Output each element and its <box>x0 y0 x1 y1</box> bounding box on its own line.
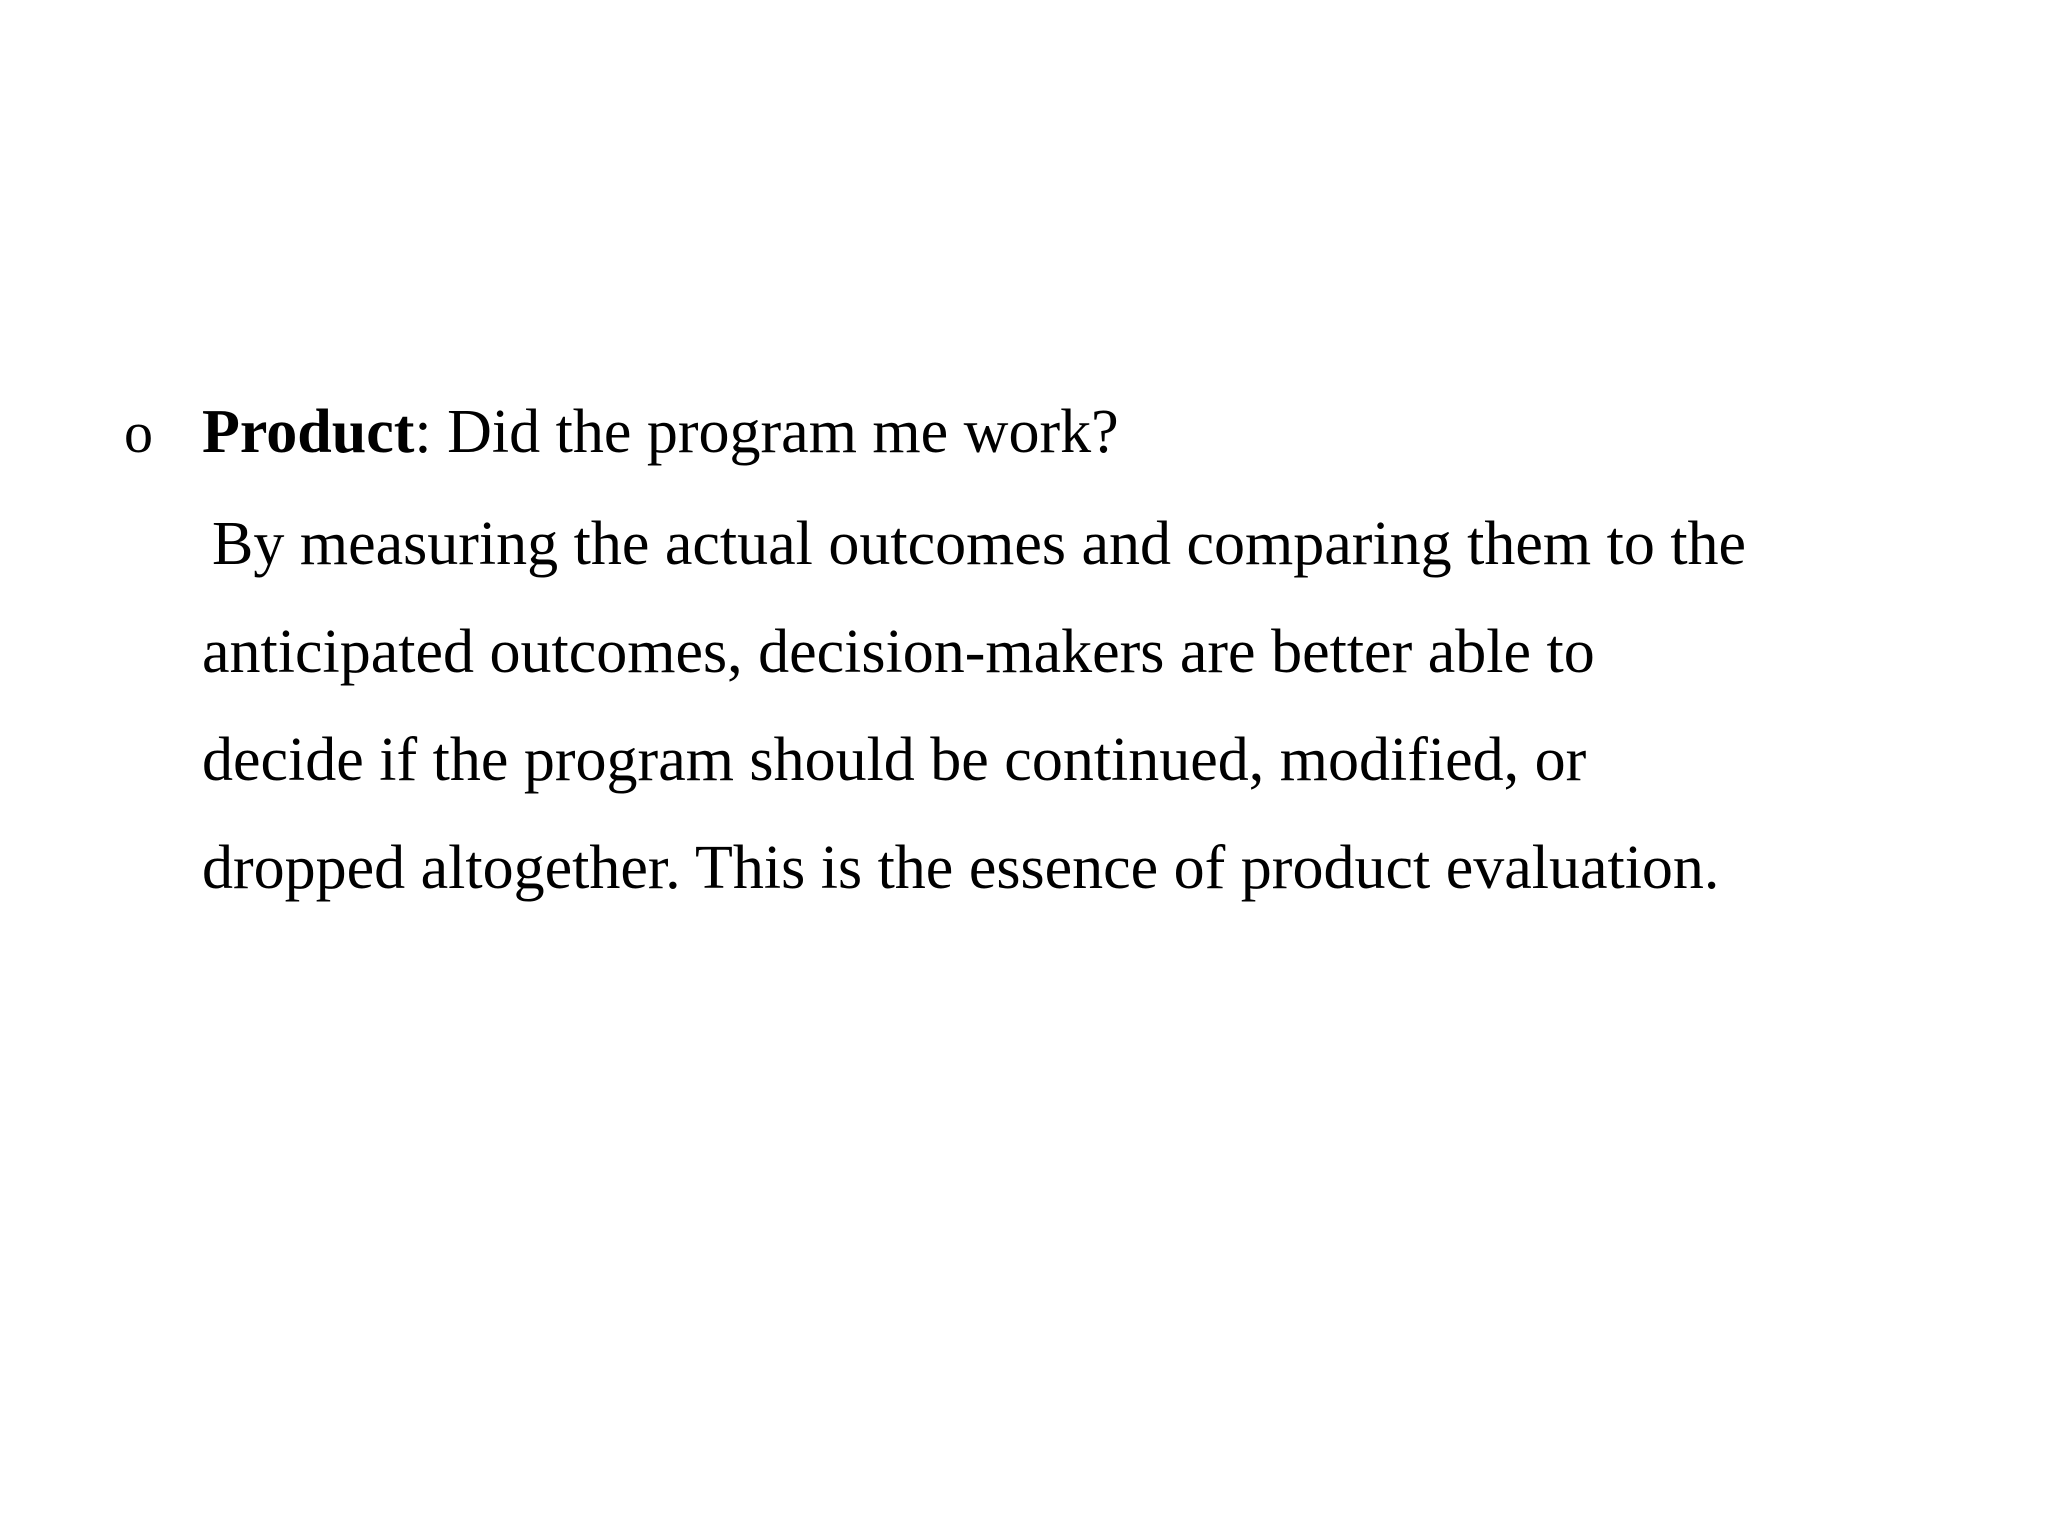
paragraph-line: anticipated outcomes, decision-makers are better able to <box>202 618 1595 686</box>
bullet-heading-line <box>124 385 2004 480</box>
paragraph-line: By measuring the actual outcomes and comparing them to the <box>212 510 1747 578</box>
explanation-paragraph <box>202 490 2004 922</box>
paragraph-line: decide if the program should be continued, modified, or <box>202 726 1587 794</box>
bullet-separator: : <box>414 398 432 466</box>
bullet-term: Product <box>202 398 415 466</box>
bullet-block <box>124 385 2004 922</box>
bullet-heading <box>202 385 1119 480</box>
paragraph-line: dropped altogether. This is the essence of product evaluation. <box>202 834 1720 902</box>
bullet-marker: o <box>124 400 153 465</box>
bullet-question: Did the program me work? <box>431 398 1119 466</box>
